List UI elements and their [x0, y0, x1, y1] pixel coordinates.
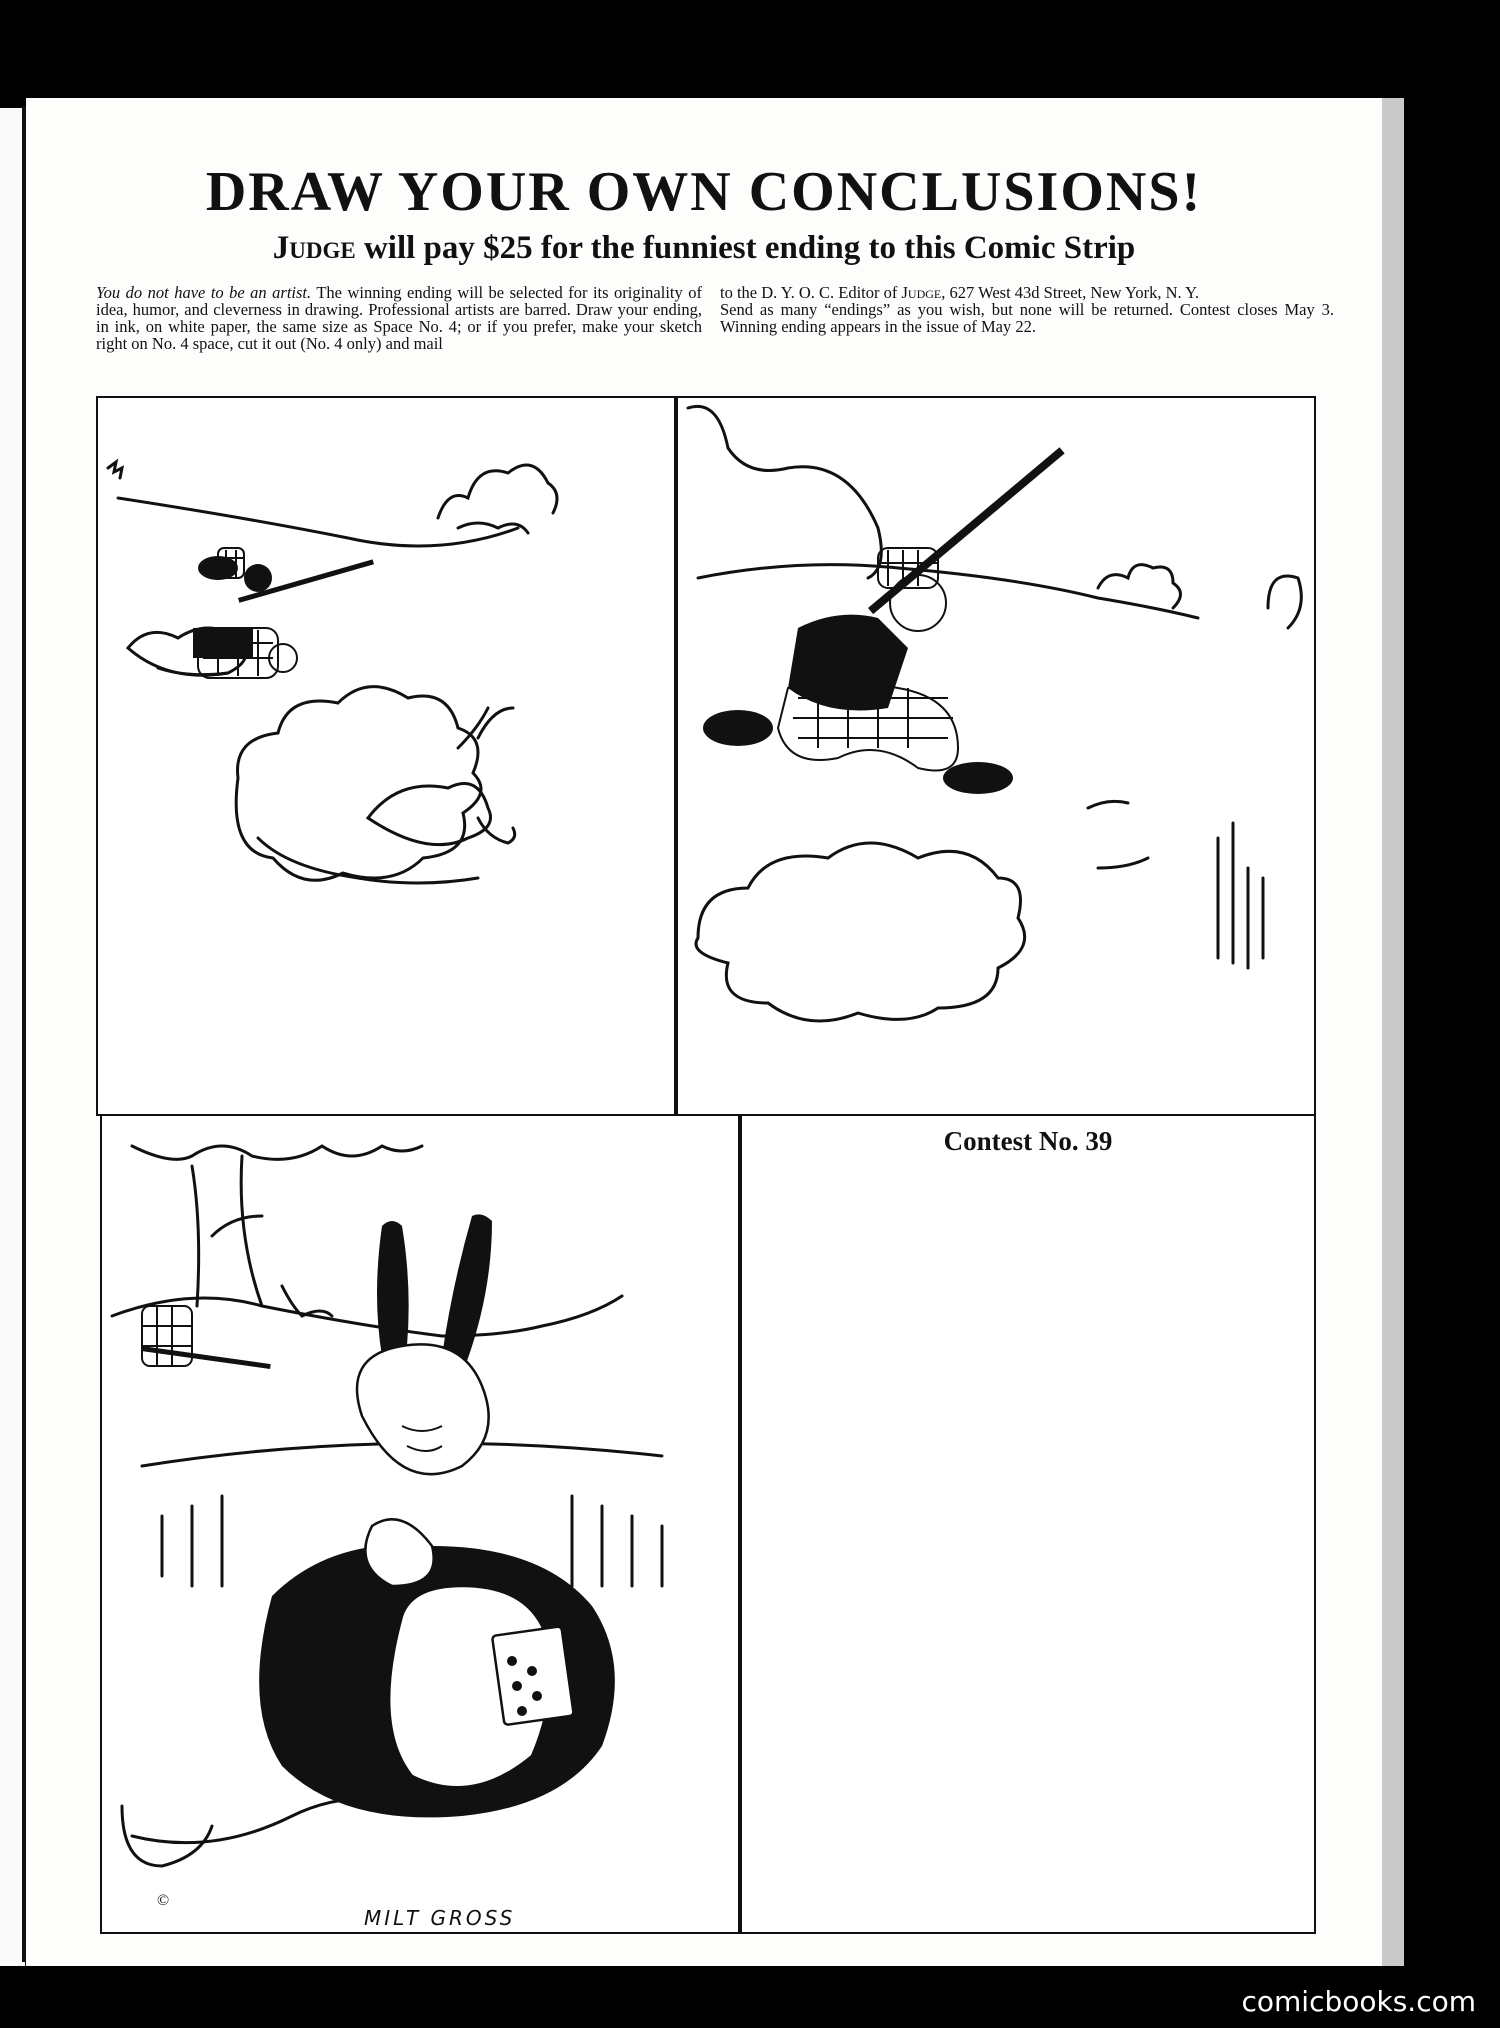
rules-column-right — [700, 284, 1334, 335]
contest-number: Contest No. 39 — [943, 1126, 1113, 1156]
comic-panel-2 — [676, 396, 1316, 1116]
rules-right-text-a: to the D. Y. O. C. Editor of — [720, 283, 902, 302]
rules-brand: Judge — [901, 283, 942, 302]
panel-1-illustration — [98, 398, 676, 1116]
subtitle-brand: Judge — [272, 230, 356, 266]
copyright-mark: © — [157, 1892, 170, 1909]
panel-2-illustration — [678, 398, 1316, 1116]
comic-panel-4-blank — [740, 1114, 1316, 1934]
panel-3-illustration — [102, 1116, 740, 1934]
comic-panel-1 — [96, 396, 676, 1116]
page-subtitle — [26, 230, 1382, 267]
page-title: DRAW YOUR OWN CONCLUSIONS! — [205, 161, 1203, 223]
rules-left-text: The winning ending will be selected for its originality of idea, humor, and cleverness in drawing. Professional artists are barred. Draw your ending, in ink, on white paper, the same size as Space No. 4; or if you prefer, make your sketch right on No. 4 space, cut it out (No. 4 only) and mail — [96, 283, 702, 353]
subtitle-text: will pay $25 for the funniest ending to this Comic Strip — [355, 230, 1136, 266]
rules-intro: You do not have to be an artist. — [96, 283, 312, 302]
comic-panel-3 — [100, 1114, 740, 1934]
magazine-page — [26, 98, 1382, 1966]
rules-column-left — [96, 284, 702, 352]
rules-right-text-b: , 627 West 43d Street, New York, N. Y. — [941, 283, 1200, 302]
artist-signature: MILT GROSS — [364, 1906, 516, 1930]
watermark: comicbooks.com — [1241, 1985, 1476, 2018]
rules-right-text-c: Send as many “endings” as you wish, but none will be returned. Contest closes May 3. Winning ending appears in the issue of May 22. — [720, 300, 1334, 336]
